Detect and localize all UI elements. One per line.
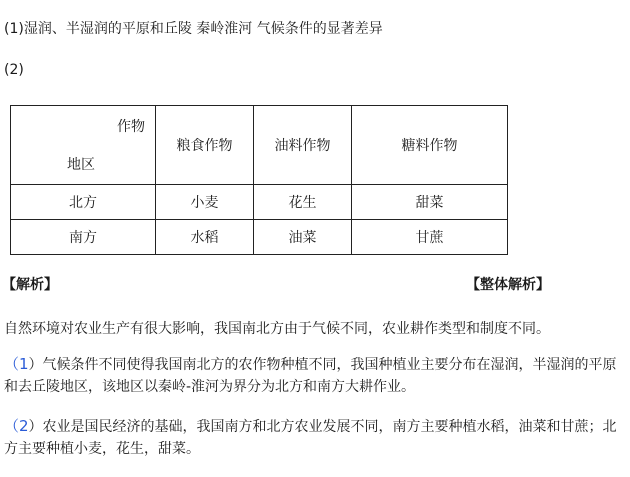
question-number-1: (1)	[4, 21, 24, 37]
row-region: 南方	[11, 220, 156, 255]
corner-label-region: 地区	[67, 157, 95, 173]
question-number-2: (2)	[4, 62, 24, 78]
answer-text-1: 湿润、半湿润的平原和丘陵 秦岭淮河 气候条件的显著差异	[23, 21, 383, 37]
paragraph-number-2: （2	[4, 417, 29, 435]
table-row	[11, 185, 508, 220]
column-header: 油料作物	[254, 106, 352, 185]
answer-line-2	[4, 62, 24, 78]
analysis-intro: 自然环境对农业生产有很大影响，我国南北方由于气候不同，农业耕作类型和制度不同。	[4, 321, 550, 337]
column-header: 糖料作物	[352, 106, 508, 185]
row-region: 北方	[11, 185, 156, 220]
paragraph-number-1: （1	[4, 355, 29, 373]
table-row	[11, 220, 508, 255]
table-cell: 油菜	[254, 220, 352, 255]
paragraph-text-2: ）农业是国民经济的基础，我国南方和北方农业发展不同，南方主要种植水稻，油菜和甘蔗；北方主要种植小麦，花生，甜菜。	[4, 419, 617, 457]
analysis-paragraph-2	[4, 415, 626, 460]
crop-table	[10, 105, 508, 255]
analysis-tag: 【解析】	[2, 277, 58, 293]
table-cell: 甘蔗	[352, 220, 508, 255]
table-header-row	[11, 106, 508, 185]
column-header: 粮食作物	[156, 106, 254, 185]
table-cell: 小麦	[156, 185, 254, 220]
overall-analysis-tag: 【整体解析】	[466, 277, 550, 293]
table-cell: 甜菜	[352, 185, 508, 220]
table-corner-cell	[11, 106, 156, 185]
corner-label-crop: 作物	[117, 119, 145, 135]
table-cell: 水稻	[156, 220, 254, 255]
table-cell: 花生	[254, 185, 352, 220]
paragraph-text-1: ）气候条件不同使得我国南北方的农作物种植不同，我国种植业主要分布在湿润，半湿润的平原和去丘陵地区，该地区以秦岭-淮河为界分为北方和南方大耕作业。	[4, 357, 617, 395]
analysis-paragraph-1	[4, 353, 626, 398]
answer-line-1	[4, 18, 383, 38]
